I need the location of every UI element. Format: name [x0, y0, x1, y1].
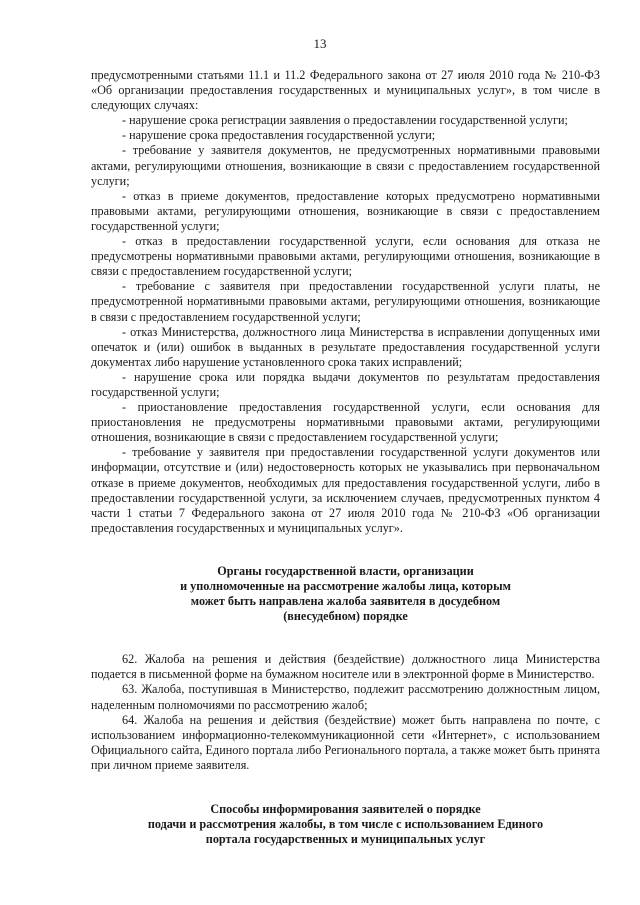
case-item: - нарушение срока регистрации заявления о предоставлении государственной услуги;	[122, 113, 568, 128]
case-item: - приостановление предоставления государственной услуги, если основания для приостановления не предусмотрены нормативными правовыми актами, регулирующими отношения, возникающие в связи с предоставлением государственной услуги;	[91, 400, 600, 445]
heading-line: Способы информирования заявителей о порядке	[210, 802, 481, 817]
case-item: - отказ в предоставлении государственной услуги, если основания для отказа не предусмотрены нормативными правовыми актами, регулирующими отношения, возникающие в связи с предоставлением государственной услуги;	[91, 234, 600, 279]
page-number: 13	[313, 36, 327, 51]
intro-paragraph: предусмотренными статьями 11.1 и 11.2 Федерального закона от 27 июля 2010 года № 210-ФЗ «Об организации предоставления государственных и муниципальных услуг», в том числе в следующих случаях:	[91, 68, 600, 113]
heading-line: подачи и рассмотрения жалобы, в том числе с использованием Единого	[147, 817, 544, 832]
cases-list	[91, 113, 600, 536]
heading-line: (внесудебном) порядке	[283, 609, 408, 624]
document-body	[91, 68, 600, 847]
section-heading-informing-methods	[91, 802, 600, 847]
paragraph-62: 62. Жалоба на решения и действия (бездействие) должностного лица Министерства подается в письменной форме на бумажном носителе или в электронной форме в Министерство.	[91, 652, 600, 682]
case-item: - требование у заявителя документов, не предусмотренных нормативными правовыми актами, регулирующими отношения, возникающие в связи с предоставлением государственной услуги;	[91, 143, 600, 188]
case-item: - отказ в приеме документов, предоставление которых предусмотрено нормативными правовыми актами, регулирующими отношения, возникающие в связи с предоставлением государственной услуги;	[91, 188, 600, 233]
section-heading-complaint-bodies	[91, 564, 600, 624]
case-item: - отказ Министерства, должностного лица Министерства в исправлении допущенных ими опечаток и (или) ошибок в выданных в результате предоставления государственной услуги документах либо нарушение установленного срока таких исправлений;	[91, 324, 600, 369]
heading-line: и уполномоченные на рассмотрение жалобы лица, которым	[180, 579, 511, 593]
case-item: - требование с заявителя при предоставлении государственной услуги платы, не предусмотренной нормативными правовыми актами, регулирующими отношения, возникающие в связи с предоставлением государственной услуги;	[91, 279, 600, 324]
case-item: - нарушение срока предоставления государственной услуги;	[122, 128, 436, 143]
paragraph-64: 64. Жалоба на решения и действия (бездействие) может быть направлена по почте, с использованием информационно-телекоммуникационной сети «Интернет», с использованием Официального сайта, Единого портала либо Регионального портала, а также может быть принята при личном приеме заявителя.	[91, 712, 600, 772]
heading-line: Органы государственной власти, организации	[217, 563, 474, 578]
paragraph-63: 63. Жалоба, поступившая в Министерство, подлежит рассмотрению должностным лицом, наделенным полномочиями по рассмотрению жалоб;	[91, 682, 600, 712]
case-item: - нарушение срока или порядка выдачи документов по результатам предоставления государственной услуги;	[91, 369, 600, 399]
heading-line: может быть направлена жалоба заявителя в досудебном	[190, 594, 501, 609]
case-item: - требование у заявителя при предоставлении государственной услуги документов или информации, отсутствие и (или) недостоверность которых не указывались при первоначальном отказе в приеме документов, необходимых для предоставления государственной услуги, либо в предоставлении государственной услуги, за исключением случаев, предусмотренных пунктом 4 части 1 статьи 7 Федерального закона от 27 июля 2010 года № 210-ФЗ «Об организации предоставления государственных и муниципальных услуг».	[91, 445, 600, 535]
heading-line: портала государственных и муниципальных услуг	[205, 832, 486, 847]
